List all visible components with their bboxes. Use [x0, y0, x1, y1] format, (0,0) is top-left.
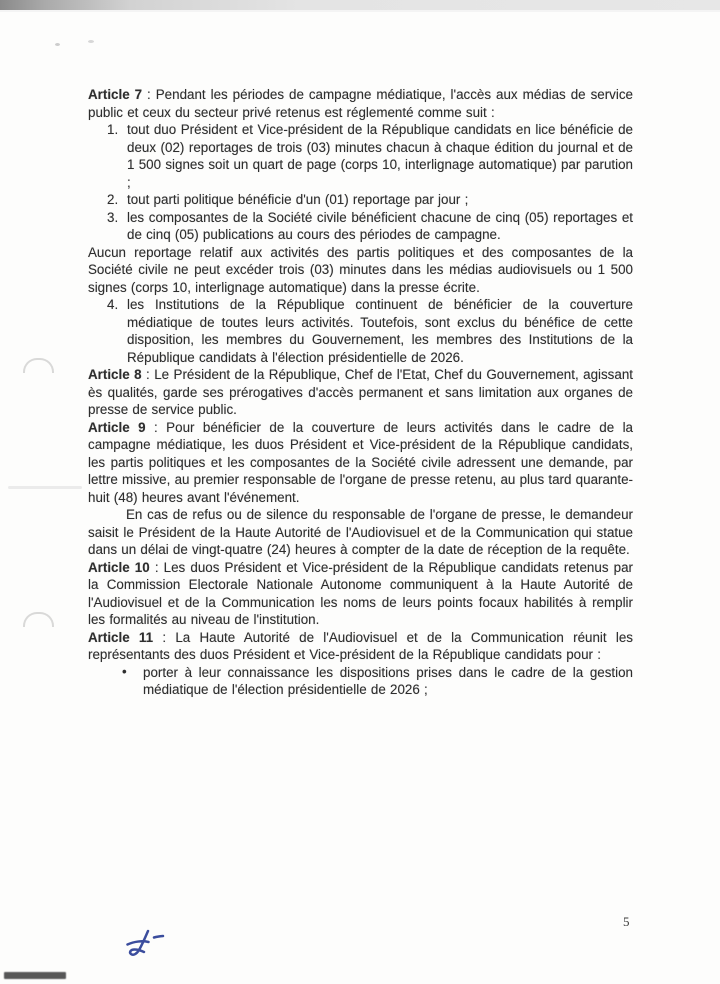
list-item-3-note-text: Aucun reportage relatif aux activités des partis politiques et des composantes de la Société civile ne peut excéder trois (03) minutes dans les médias audiovisuels ou 1 500 signes (corps 10, interlignage automatique) dans la presse écrite. [88, 244, 633, 295]
list-item-4-marker: 4. [107, 297, 119, 312]
article-7-paragraph [88, 86, 633, 121]
article-8-paragraph [88, 366, 633, 419]
bullet-icon: • [122, 663, 127, 679]
article-11-label: Article 11 [88, 629, 154, 645]
list-item-3-text: les composantes de la Société civile bénéficient chacune de cinq (05) reportages et de cinq (05) publications au cours des périodes de campagne. [127, 209, 633, 242]
punch-hole-arc-upper [23, 358, 54, 373]
refus-paragraph-text: En cas de refus ou de silence du responsable de l'organe de presse, le demandeur saisit le Président de la Haute Autorité de l'Audiovisuel et de la Communication qui statue dans un délai de vingt-quatre (24) heures à compter de la date de réception de la requête. [88, 507, 633, 557]
list-item-2-text: tout parti politique bénéficie d'un (01) reportage par jour ; [127, 192, 469, 207]
list-item-4-text: les Institutions de la République continuent de bénéficier de la couverture médiatique de toutes leurs activités. Toutefois, sont exclus du bénéfice de cette disposition, les membres du Gouvernement, les membres des Institutions de la République candidats à l'élection présidentielle de 2026. [127, 297, 633, 365]
list-item-2 [88, 191, 633, 209]
list-item-3-note [88, 244, 633, 297]
scan-edge-bottom-bar [4, 972, 66, 979]
list-item-1-text: tout duo Président et Vice-président de la République candidats en lice bénéficie de deux (02) reportages de trois (03) minutes chacun à chaque édition du journal et de 1 500 signes soit un quart de page (corps 10, interlignage automatique) par parution ; [127, 122, 633, 190]
bullet-item-1-text: porter à leur connaissance les dispositions prises dans le cadre de la gestion médiatique de l'élection présidentielle de 2026 ; [143, 664, 633, 697]
scan-speck [88, 40, 94, 43]
bullet-item-1 [88, 664, 633, 699]
article-11-text: : La Haute Autorité de l'Audiovisuel et de la Communication réunit les représentants des duos Président et Vice-président de la République candidats pour : [88, 629, 633, 662]
list-item-3 [88, 209, 633, 244]
article-9-label: Article 9 [88, 419, 146, 435]
refus-paragraph [88, 506, 633, 559]
article-8-label: Article 8 [88, 367, 142, 382]
list-item-1-marker: 1. [107, 122, 119, 137]
article-7-text: : Pendant les périodes de campagne médiatique, l'accès aux médias de service public et ceux du secteur privé retenus est réglementé comme suit : [88, 87, 633, 120]
scan-smudge [8, 486, 82, 489]
article-9-paragraph [88, 419, 633, 507]
punch-hole-arc-lower [23, 612, 54, 627]
list-item-2-marker: 2. [107, 192, 119, 207]
article-8-text: : Le Président de la République, Chef de l'Etat, Chef du Gouvernement, agissant ès qualités, garde ses prérogatives d'accès permanent et sans limitation aux organes de presse de service public. [88, 367, 633, 417]
scan-speck [55, 43, 60, 46]
list-item-4 [88, 296, 633, 366]
document-body [88, 86, 633, 699]
article-10-text: : Les duos Président et Vice-président de la République candidats retenus par la Commission Electorale Nationale Autonome communiquent à la Haute Autorité de l'Audiovisuel et de la Communication les noms de leurs points focaux habilités à remplir les formalités au niveau de l'institution. [88, 559, 633, 627]
article-10-paragraph [88, 559, 633, 629]
page-number: 5 [623, 914, 630, 929]
scan-edge-top [0, 0, 720, 12]
article-9-text: : Pour bénéficier de la couverture de leurs activités dans le cadre de la campagne médiatique, les duos Président et Vice-président de la République candidats, les partis politiques et les composantes de la Société civile adressent une demande, par lettre missive, au premier responsable de l'organe de presse retenu, au plus tard quarante-huit (48) heures avant l'événement. [88, 419, 634, 505]
handwritten-paraphe-mark [125, 929, 165, 963]
list-item-1 [88, 121, 633, 191]
article-11-paragraph [88, 629, 633, 664]
list-item-3-marker: 3. [107, 209, 119, 225]
article-7-label: Article 7 [88, 87, 143, 102]
article-10-label: Article 10 [88, 559, 150, 575]
